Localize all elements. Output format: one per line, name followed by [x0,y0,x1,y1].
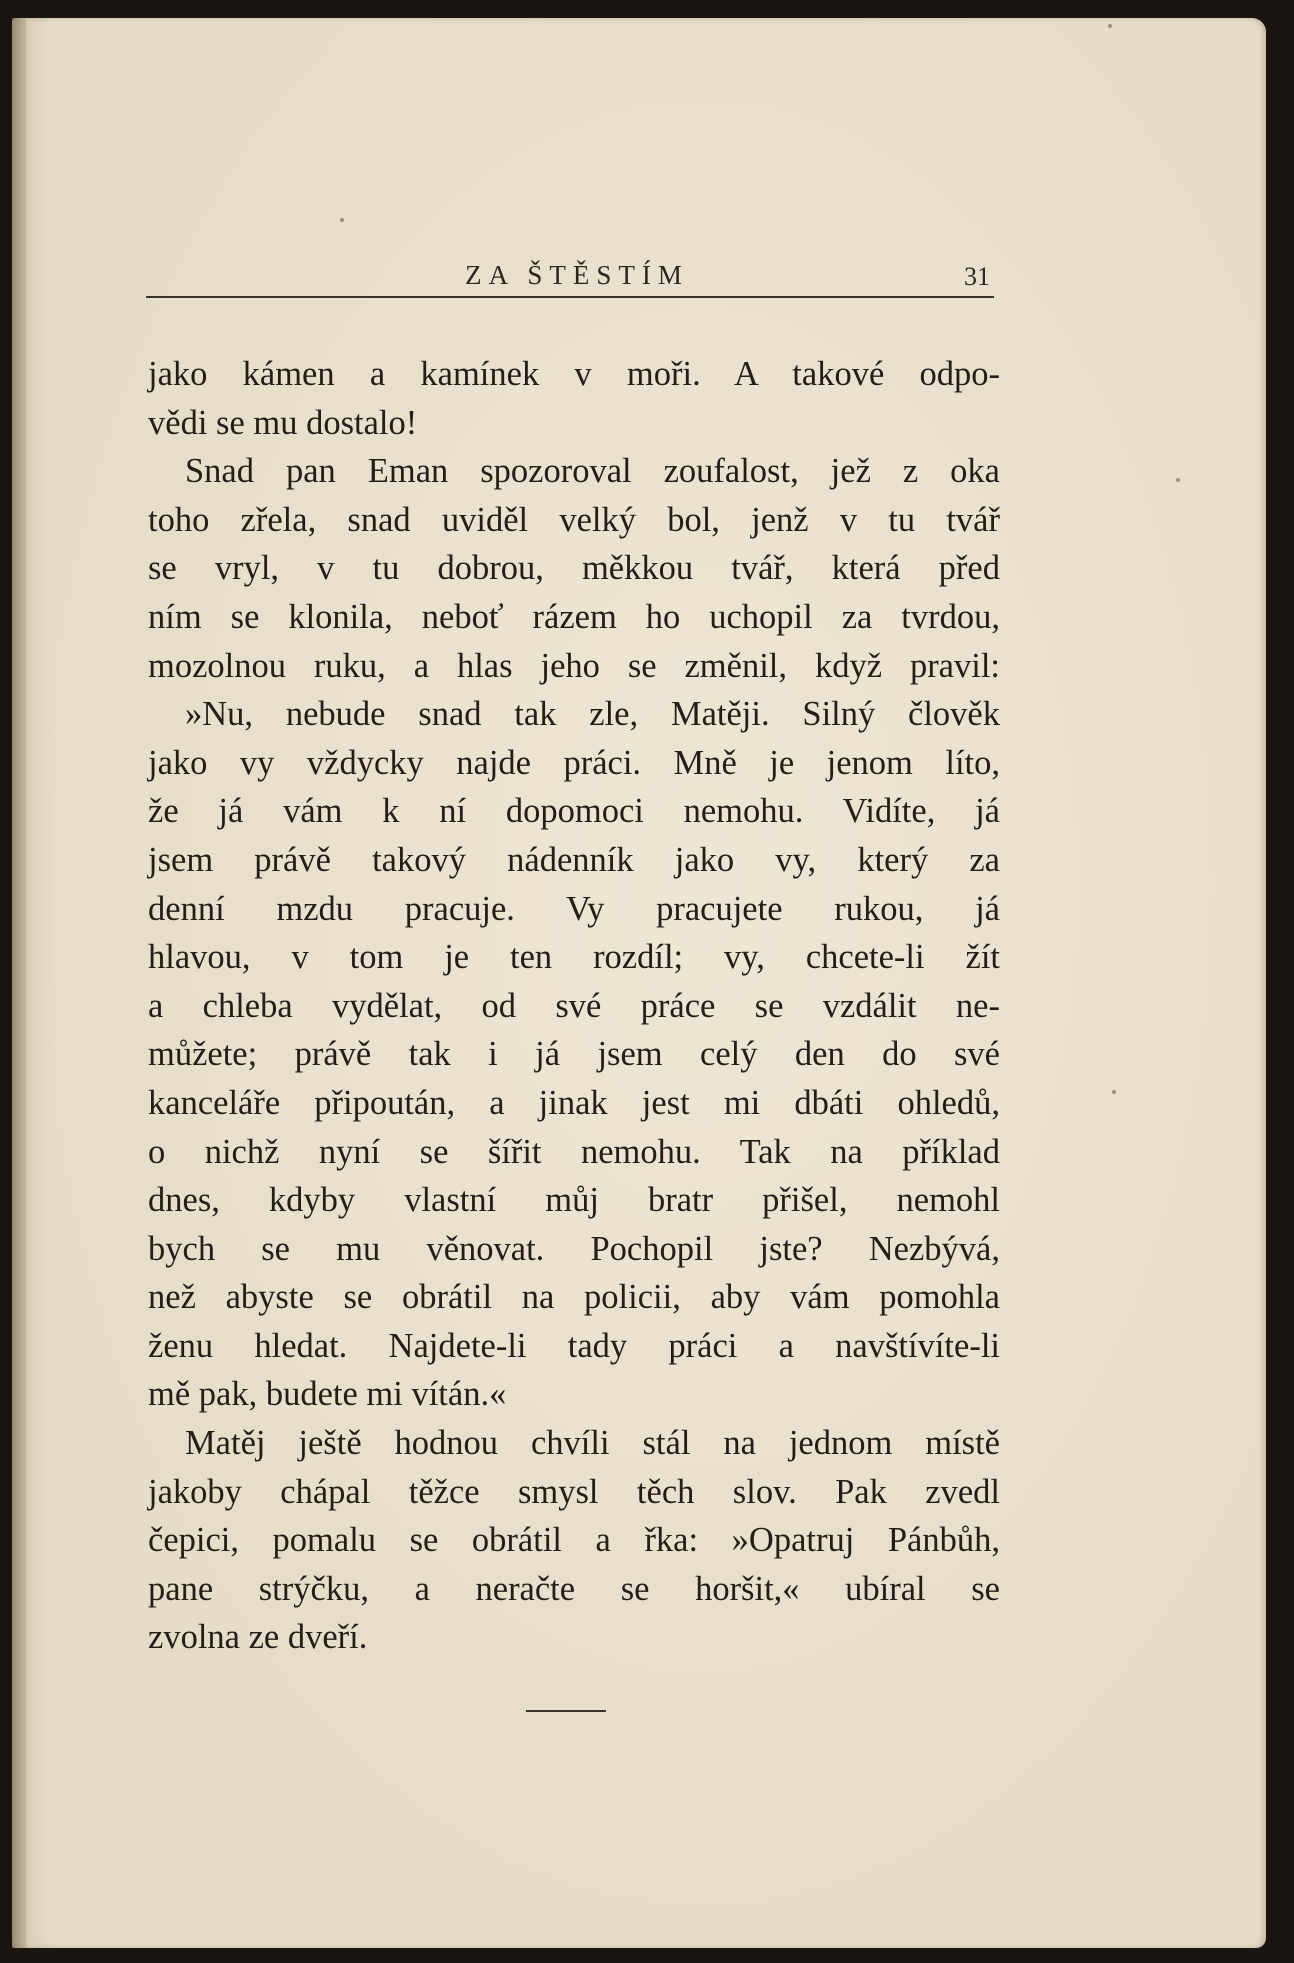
paper-speck [1112,1090,1116,1094]
text-line: jako kámen a kamínek v moři. A takové odpo- [148,355,1000,393]
text-line: a chleba vydělat, od své práce se vzdálit ne- [148,986,1000,1025]
text-line: kanceláře připoután, a jinak jest mi dbáti ohledů, [148,1083,1000,1122]
text-line: že já vám k ní dopomoci nemohu. Vidíte, já [148,792,1000,831]
text-line: jsem právě takový nádenník jako vy, který za [148,840,1000,879]
text-line: Matěj ještě hodnou chvíli stál na jednom místě [185,1424,1000,1463]
text-line: toho zřela, snad uviděl velký bol, jenž v tu tvář [148,500,1000,539]
text-line: o nichž nyní se šířit nemohu. Tak na příklad [148,1132,1000,1171]
paper-speck [1108,24,1112,28]
text-line: hlavou, v tom je ten rozdíl; vy, chcete-li žít [148,938,1000,977]
section-end-rule [526,1710,606,1712]
text-line: pane strýčku, a neračte se horšit,« ubíral se [148,1569,1000,1608]
running-header [146,252,994,300]
text-line: mě pak, budete mi vítán.« [148,1375,507,1414]
text-line: Snad pan Eman spozoroval zoufalost, jež z oka [185,452,1000,491]
text-line: jakoby chápal těžce smysl těch slov. Pak zvedl [148,1472,1000,1511]
page-gutter-shadow [12,18,26,1948]
text-line: ženu hledat. Najdete-li tady práci a navštívíte-li [148,1326,1000,1365]
text-line: jako vy vždycky najde práci. Mně je jenom líto, [148,743,1000,782]
text-line: čepici, pomalu se obrátil a řka: »Opatruj Pánbůh, [148,1521,1000,1560]
header-rule [146,296,994,298]
text-line: denní mzdu pracuje. Vy pracujete rukou, já [148,889,1000,928]
text-line: dnes, kdyby vlastní můj bratr přišel, nemohl [148,1181,1000,1220]
page-number: 31 [964,262,990,291]
text-line: vědi se mu dostalo! [148,403,418,442]
text-line: ním se klonila, neboť rázem ho uchopil za tvrdou, [148,597,1000,636]
paper-speck [1176,478,1180,482]
text-line: bych se mu věnovat. Pochopil jste? Nezbývá, [148,1229,1000,1268]
text-line: mozolnou ruku, a hlas jeho se změnil, když pravil: [148,646,1000,685]
running-title: ZA ŠTĚSTÍM [465,260,689,290]
text-line: zvolna ze dveří. [148,1618,368,1657]
text-line: než abyste se obrátil na policii, aby vám pomohla [148,1278,1000,1317]
text-line: se vryl, v tu dobrou, měkkou tvář, která před [148,549,1000,588]
text-line: můžete; právě tak i já jsem celý den do své [148,1035,1000,1074]
paper-speck [340,218,344,222]
text-line: »Nu, nebude snad tak zle, Matěji. Silný člověk [185,695,1000,734]
body-text [148,350,1000,1662]
